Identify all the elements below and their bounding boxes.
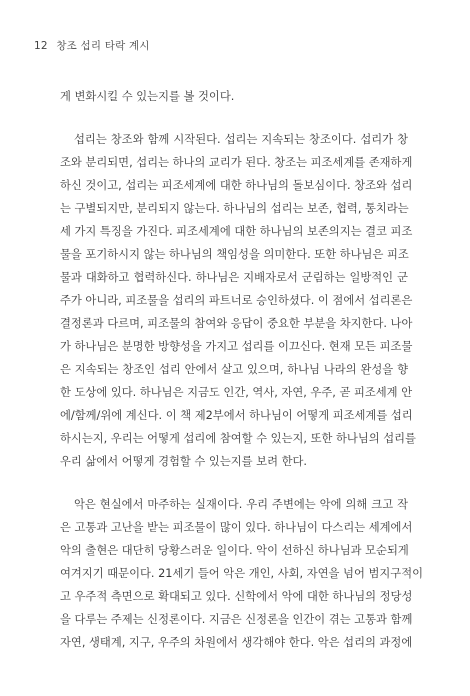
page-number: 12 — [34, 40, 48, 52]
paragraph-2-line-2: 조와 분리되면, 섭리는 하나의 교리가 된다. 창조는 피조세계를 존재하게 — [60, 156, 413, 169]
paragraph-2-line-1: 섭리는 창조와 함께 시작된다. 섭리는 지속되는 창조이다. 섭리가 창 — [74, 133, 408, 146]
paragraph-2-line-8: 주가 아니라, 피조물을 섭리의 파트너로 승인하셨다. 이 점에서 섭리론은 — [60, 294, 413, 307]
book-title: 창조 섭리 타락 계시 — [56, 40, 150, 52]
paragraph-3-line-4: 여겨지기 때문이다. 21세기 들어 악은 개인, 사회, 자연을 넘어 범지구적이 — [60, 567, 424, 580]
paragraph-3-line-5: 고 우주적 측면으로 확대되고 있다. 신학에서 악에 대한 하나님의 정당성 — [60, 590, 413, 603]
paragraph-2-line-3: 하신 것이고, 섭리는 피조세계에 대한 하나님의 돌보심이다. 창조와 섭리 — [60, 179, 413, 192]
paragraph-2-line-10: 가 하나님은 분명한 방향성을 가지고 섭리를 이끄신다. 현재 모든 피조물 — [60, 340, 413, 353]
paragraph-3-line-6: 을 다루는 주제는 신정론이다. 지금은 신정론을 인간이 겪는 고통과 함께 — [60, 613, 413, 626]
paragraph-2-line-15: 우리 삶에서 어떻게 경험할 수 있는지를 보려 한다. — [60, 455, 307, 468]
paragraph-3-line-3: 악의 출현은 대단히 당황스러운 일이다. 악이 선하신 하나님과 모순되게 — [60, 544, 409, 557]
paragraph-2-line-5: 세 가지 특징을 가진다. 피조세계에 대한 하나님의 보존의지는 결코 피조 — [60, 225, 413, 238]
paragraph-2-line-12: 한 도상에 있다. 하나님은 지금도 인간, 역사, 자연, 우주, 곧 피조세계 안 — [60, 386, 413, 399]
paragraph-3-line-7: 자연, 생태계, 지구, 우주의 차원에서 생각해야 한다. 악은 섭리의 과정에 — [60, 636, 413, 649]
paragraph-2-line-9: 결정론과 다르며, 피조물의 참여와 응답이 중요한 부분을 차지한다. 나아 — [60, 317, 413, 330]
paragraph-2-line-14: 하시는지, 우리는 어떻게 섭리에 참여할 수 있는지, 또한 하나님의 섭리를 — [60, 432, 416, 445]
paragraph-3-line-2: 은 고통과 고난을 받는 피조물이 많이 있다. 하나님이 다스리는 세계에서 — [60, 521, 413, 534]
paragraph-2-line-13: 에/함께/위에 계신다. 이 책 제2부에서 하나님이 어떻게 피조세계를 섭리 — [60, 409, 413, 422]
paragraph-2-line-6: 물을 포기하시지 않는 하나님의 책임성을 의미한다. 또한 하나님은 피조 — [60, 248, 409, 261]
paragraph-2-line-4: 는 구별되지만, 분리되지 않는다. 하나님의 섭리는 보존, 협력, 통치라는 — [60, 202, 409, 215]
paragraph-2-line-11: 은 지속되는 창조인 섭리 안에서 살고 있으며, 하나님 나라의 완성을 향 — [60, 363, 408, 376]
running-header — [34, 38, 150, 53]
paragraph-2-line-7: 물과 대화하고 협력하신다. 하나님은 지배자로서 군림하는 일방적인 군 — [60, 271, 408, 284]
paragraph-1-line-1: 게 변화시킬 수 있는지를 볼 것이다. — [60, 90, 235, 103]
paragraph-3-line-1: 악은 현실에서 마주하는 실재이다. 우리 주변에는 악에 의해 크고 작 — [74, 498, 408, 511]
